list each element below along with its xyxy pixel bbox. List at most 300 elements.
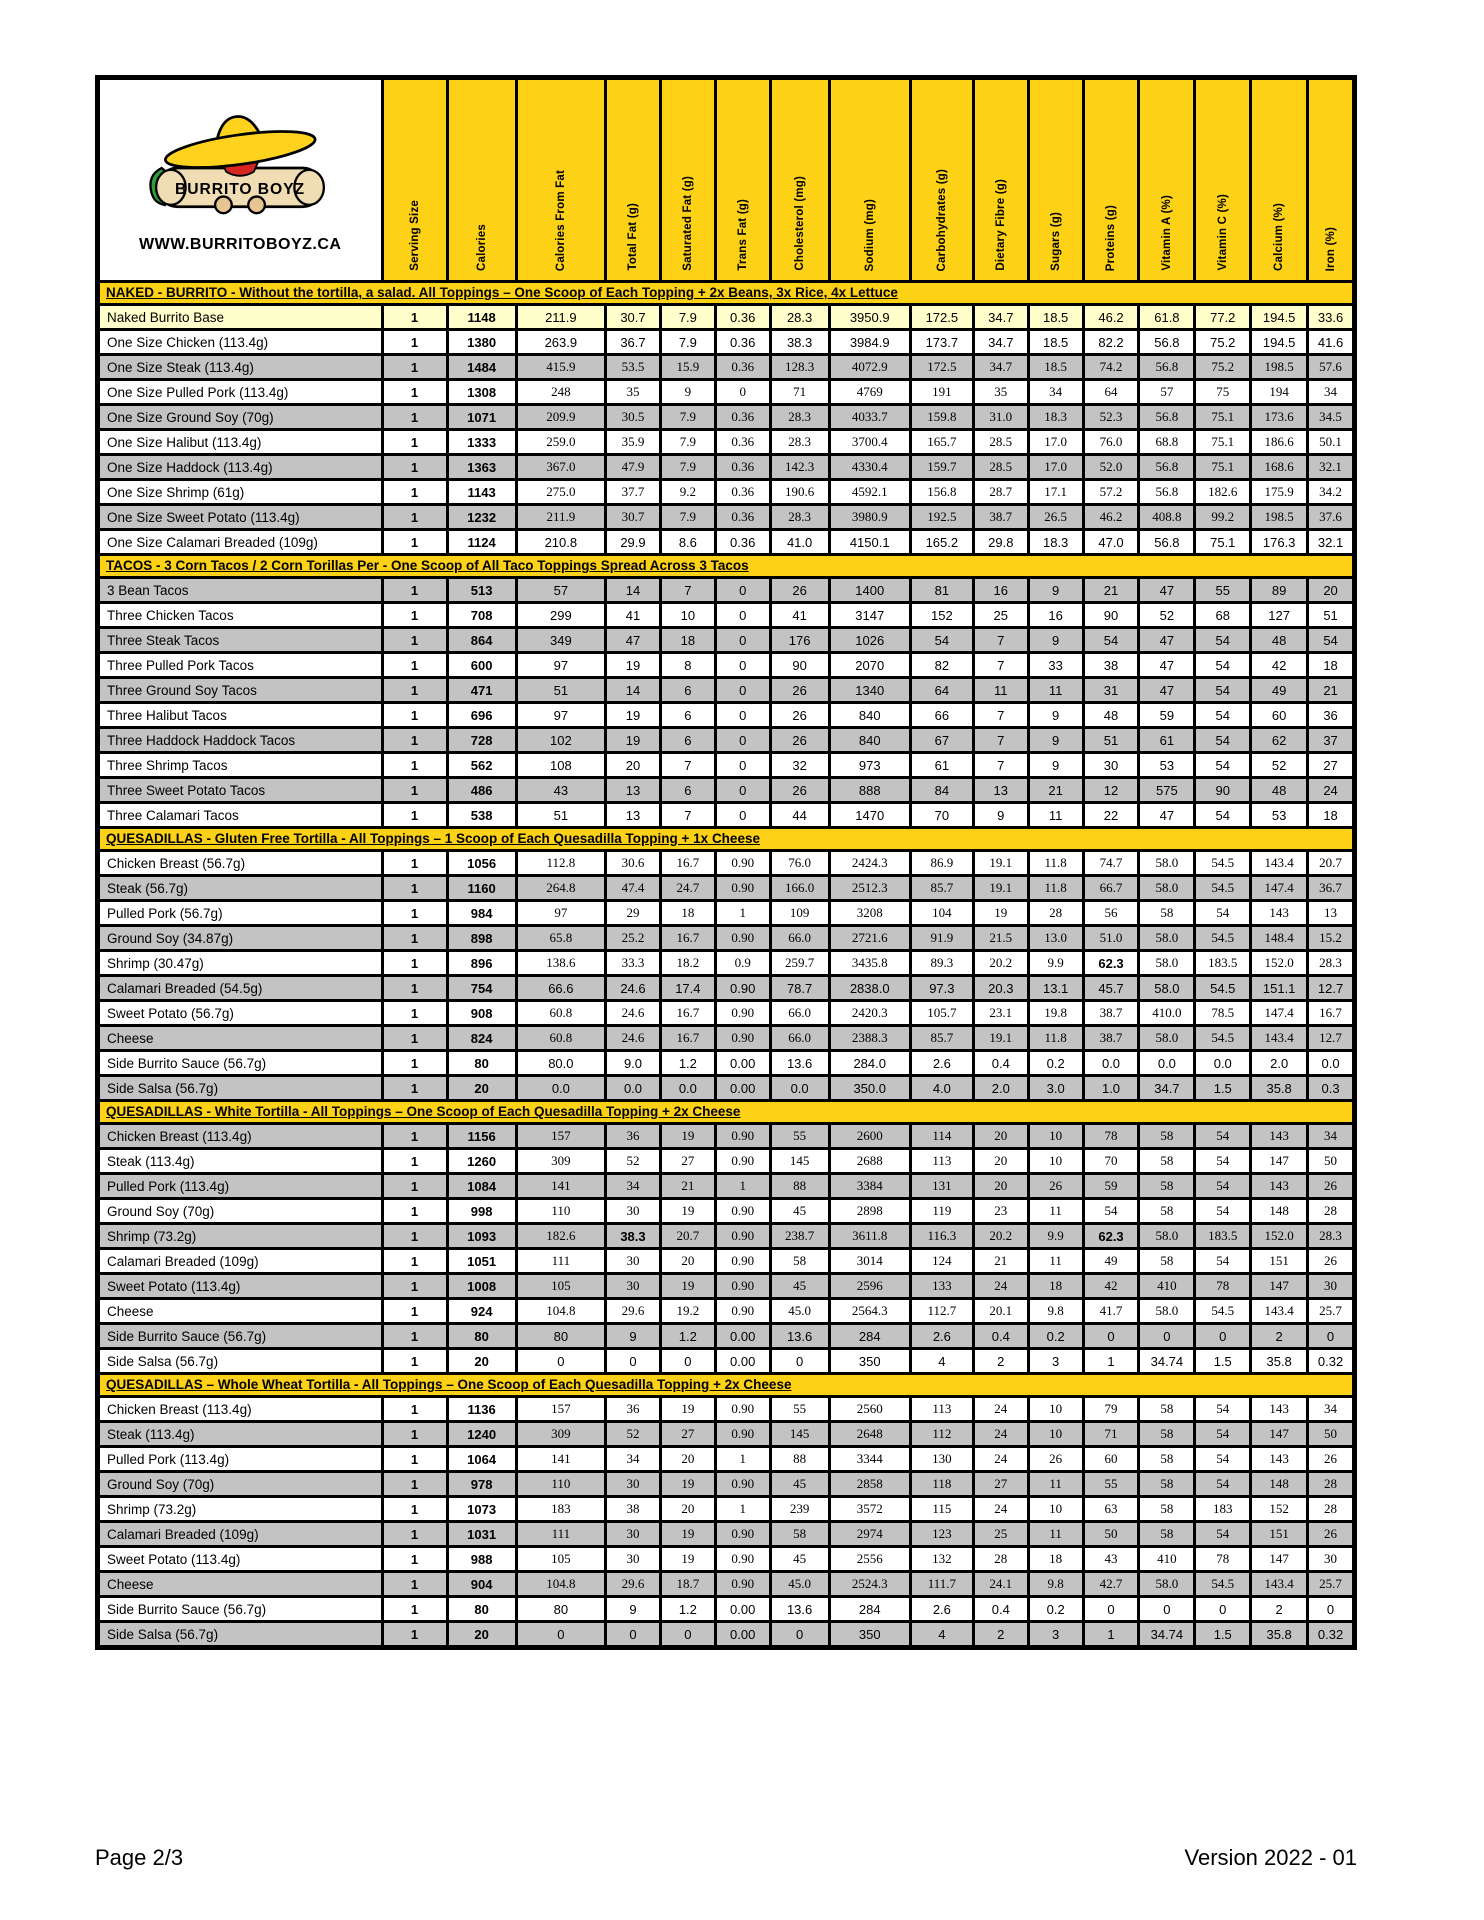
value-cell: 1093 (447, 1224, 516, 1249)
value-cell: 3208 (829, 901, 910, 926)
value-cell: 30 (606, 1199, 661, 1224)
item-name: Three Steak Tacos (98, 628, 383, 653)
section-header-row (98, 282, 1355, 305)
value-cell: 2560 (829, 1397, 910, 1422)
value-cell: 186.6 (1251, 430, 1308, 455)
value-cell: 34 (606, 1174, 661, 1199)
value-cell: 18.5 (1028, 305, 1083, 330)
value-cell: 42.7 (1083, 1572, 1139, 1597)
value-cell: 2420.3 (829, 1001, 910, 1026)
value-cell: 1 (382, 1076, 447, 1101)
table-row (98, 1224, 1355, 1249)
value-cell: 109 (770, 901, 829, 926)
value-cell: 21 (1308, 678, 1355, 703)
table-row (98, 1149, 1355, 1174)
table-row (98, 1124, 1355, 1149)
value-cell: 29 (606, 901, 661, 926)
value-cell: 1 (382, 455, 447, 480)
value-cell: 159.7 (910, 455, 973, 480)
value-cell: 408.8 (1139, 505, 1195, 530)
value-cell: 86.9 (910, 851, 973, 876)
value-cell: 2 (1251, 1324, 1308, 1349)
value-cell: 176.3 (1251, 530, 1308, 555)
value-cell: 0.9 (715, 951, 770, 976)
value-cell: 26 (770, 578, 829, 603)
value-cell: 28 (1308, 1497, 1355, 1522)
value-cell: 1 (382, 1547, 447, 1572)
value-cell: 1 (382, 951, 447, 976)
value-cell: 19 (660, 1522, 715, 1547)
value-cell: 0.90 (715, 1001, 770, 1026)
section-header-row (98, 1374, 1355, 1397)
table-row (98, 1497, 1355, 1522)
value-cell: 80 (447, 1051, 516, 1076)
value-cell: 263.9 (516, 330, 605, 355)
value-cell: 410.0 (1139, 1001, 1195, 1026)
column-header-cell (973, 78, 1028, 282)
value-cell: 54 (1195, 678, 1251, 703)
value-cell: 1 (382, 305, 447, 330)
value-cell: 50 (1308, 1422, 1355, 1447)
value-cell: 3344 (829, 1447, 910, 1472)
value-cell: 4330.4 (829, 455, 910, 480)
value-cell: 0.36 (715, 405, 770, 430)
value-cell: 18 (1028, 1547, 1083, 1572)
value-cell: 367.0 (516, 455, 605, 480)
value-cell: 58.0 (1139, 1299, 1195, 1324)
value-cell: 34.7 (973, 355, 1028, 380)
value-cell: 143.4 (1251, 1026, 1308, 1051)
value-cell: 51.0 (1083, 926, 1139, 951)
value-cell: 0.36 (715, 455, 770, 480)
value-cell: 60.8 (516, 1001, 605, 1026)
value-cell: 4072.9 (829, 355, 910, 380)
table-row (98, 1249, 1355, 1274)
value-cell: 415.9 (516, 355, 605, 380)
value-cell: 34.7 (973, 305, 1028, 330)
value-cell: 47 (1139, 678, 1195, 703)
value-cell: 18.3 (1028, 530, 1083, 555)
value-cell: 58 (1139, 1422, 1195, 1447)
value-cell: 147.4 (1251, 1001, 1308, 1026)
value-cell: 28.3 (770, 505, 829, 530)
value-cell: 211.9 (516, 305, 605, 330)
value-cell: 30.7 (606, 305, 661, 330)
value-cell: 172.5 (910, 305, 973, 330)
value-cell: 18 (1308, 803, 1355, 828)
value-cell: 18.7 (660, 1572, 715, 1597)
value-cell: 46.2 (1083, 505, 1139, 530)
value-cell: 20 (447, 1622, 516, 1648)
value-cell: 19.2 (660, 1299, 715, 1324)
column-header-cell (1251, 78, 1308, 282)
value-cell: 1 (382, 603, 447, 628)
value-cell: 97 (516, 901, 605, 926)
value-cell: 15.2 (1308, 926, 1355, 951)
value-cell: 1333 (447, 430, 516, 455)
value-cell: 78 (1083, 1124, 1139, 1149)
value-cell: 1 (382, 628, 447, 653)
value-cell: 19 (606, 703, 661, 728)
value-cell: 13.1 (1028, 976, 1083, 1001)
value-cell: 172.5 (910, 355, 973, 380)
value-cell: 20 (660, 1447, 715, 1472)
value-cell: 0.36 (715, 305, 770, 330)
value-cell: 54 (1195, 628, 1251, 653)
value-cell: 33.3 (606, 951, 661, 976)
value-cell: 2838.0 (829, 976, 910, 1001)
value-cell: 3014 (829, 1249, 910, 1274)
value-cell: 54.5 (1195, 1572, 1251, 1597)
item-name: Chicken Breast (56.7g) (98, 851, 383, 876)
value-cell: 147 (1251, 1149, 1308, 1174)
value-cell: 165.2 (910, 530, 973, 555)
value-cell: 0.00 (715, 1597, 770, 1622)
value-cell: 26 (1308, 1447, 1355, 1472)
item-name: Sweet Potato (56.7g) (98, 1001, 383, 1026)
value-cell: 115 (910, 1497, 973, 1522)
value-cell: 128.3 (770, 355, 829, 380)
value-cell: 1 (382, 578, 447, 603)
value-cell: 34 (1308, 1397, 1355, 1422)
table-row (98, 505, 1355, 530)
value-cell: 20 (973, 1149, 1028, 1174)
value-cell: 55 (770, 1397, 829, 1422)
value-cell: 309 (516, 1422, 605, 1447)
value-cell: 4 (910, 1349, 973, 1374)
value-cell: 54 (1195, 653, 1251, 678)
value-cell: 20.7 (660, 1224, 715, 1249)
value-cell: 0 (660, 1349, 715, 1374)
value-cell: 29.6 (606, 1299, 661, 1324)
value-cell: 152.0 (1251, 1224, 1308, 1249)
value-cell: 31.0 (973, 405, 1028, 430)
value-cell: 183 (516, 1497, 605, 1522)
value-cell: 105.7 (910, 1001, 973, 1026)
value-cell: 7 (973, 753, 1028, 778)
value-cell: 11 (1028, 678, 1083, 703)
table-row (98, 1547, 1355, 1572)
value-cell: 30 (606, 1274, 661, 1299)
value-cell: 24 (973, 1274, 1028, 1299)
column-header-cell (660, 78, 715, 282)
value-cell: 58 (1139, 1124, 1195, 1149)
value-cell: 30 (1308, 1274, 1355, 1299)
value-cell: 7.9 (660, 330, 715, 355)
column-header-label: Iron (%) (1324, 226, 1337, 271)
value-cell: 309 (516, 1149, 605, 1174)
value-cell: 264.8 (516, 876, 605, 901)
value-cell: 1 (382, 1497, 447, 1522)
value-cell: 2 (973, 1349, 1028, 1374)
value-cell: 66.0 (770, 926, 829, 951)
column-header-label: Vitamin A (%) (1160, 195, 1173, 271)
value-cell: 74.2 (1083, 355, 1139, 380)
value-cell: 28.5 (973, 430, 1028, 455)
value-cell: 143.4 (1251, 1572, 1308, 1597)
value-cell: 51 (516, 678, 605, 703)
value-cell: 59 (1083, 1174, 1139, 1199)
value-cell: 30 (1083, 753, 1139, 778)
value-cell: 75.1 (1195, 430, 1251, 455)
value-cell: 47 (1139, 578, 1195, 603)
value-cell: 11 (1028, 1249, 1083, 1274)
value-cell: 147 (1251, 1422, 1308, 1447)
value-cell: 1 (382, 480, 447, 505)
value-cell: 57.2 (1083, 480, 1139, 505)
value-cell: 58.0 (1139, 851, 1195, 876)
value-cell: 36 (606, 1124, 661, 1149)
value-cell: 58 (770, 1249, 829, 1274)
value-cell: 0 (715, 728, 770, 753)
table-row (98, 530, 1355, 555)
item-name: Pulled Pork (56.7g) (98, 901, 383, 926)
value-cell: 1056 (447, 851, 516, 876)
column-header-cell (606, 78, 661, 282)
value-cell: 28 (1308, 1472, 1355, 1497)
value-cell: 56.8 (1139, 355, 1195, 380)
value-cell: 19 (660, 1547, 715, 1572)
value-cell: 27 (660, 1422, 715, 1447)
item-name: Cheese (98, 1026, 383, 1051)
value-cell: 102 (516, 728, 605, 753)
value-cell: 60 (1083, 1447, 1139, 1472)
value-cell: 1073 (447, 1497, 516, 1522)
table-body (98, 282, 1355, 1648)
value-cell: 57 (516, 578, 605, 603)
column-header-label: Total Fat (g) (626, 203, 639, 271)
table-row (98, 1001, 1355, 1026)
column-header-cell (1028, 78, 1083, 282)
value-cell: 1 (382, 1622, 447, 1648)
value-cell: 908 (447, 1001, 516, 1026)
value-cell: 97 (516, 703, 605, 728)
value-cell: 51 (1083, 728, 1139, 753)
value-cell: 26 (1308, 1249, 1355, 1274)
table-row (98, 1324, 1355, 1349)
value-cell: 21 (973, 1249, 1028, 1274)
value-cell: 52 (606, 1422, 661, 1447)
value-cell: 26.5 (1028, 505, 1083, 530)
value-cell: 52 (1139, 603, 1195, 628)
item-name: One Size Ground Soy (70g) (98, 405, 383, 430)
value-cell: 7.9 (660, 430, 715, 455)
brand-cell (98, 78, 383, 282)
value-cell: 51 (516, 803, 605, 828)
value-cell: 190.6 (770, 480, 829, 505)
section-header-cell (98, 555, 1355, 578)
value-cell: 104.8 (516, 1572, 605, 1597)
value-cell: 2524.3 (829, 1572, 910, 1597)
value-cell: 54 (1195, 753, 1251, 778)
value-cell: 58 (770, 1522, 829, 1547)
value-cell: 1 (382, 976, 447, 1001)
value-cell: 30 (1308, 1547, 1355, 1572)
item-name: Ground Soy (70g) (98, 1472, 383, 1497)
value-cell: 410 (1139, 1274, 1195, 1299)
value-cell: 0.90 (715, 1472, 770, 1497)
value-cell: 43 (516, 778, 605, 803)
value-cell: 1340 (829, 678, 910, 703)
value-cell: 19 (606, 653, 661, 678)
section-title: QUESADILLAS - Gluten Free Tortilla - All Toppings – 1 Scoop of Each Quesadilla Topping + 1x Cheese (106, 831, 760, 846)
value-cell: 16.7 (660, 1026, 715, 1051)
item-name: One Size Chicken (113.4g) (98, 330, 383, 355)
value-cell: 118 (910, 1472, 973, 1497)
table-row (98, 1522, 1355, 1547)
column-header-label: Cholesterol (mg) (793, 176, 806, 271)
value-cell: 6 (660, 678, 715, 703)
value-cell: 1160 (447, 876, 516, 901)
table-row (98, 628, 1355, 653)
value-cell: 42 (1083, 1274, 1139, 1299)
item-name: One Size Calamari Breaded (109g) (98, 530, 383, 555)
value-cell: 0.90 (715, 1274, 770, 1299)
value-cell: 49 (1251, 678, 1308, 703)
value-cell: 0.36 (715, 330, 770, 355)
value-cell: 30.6 (606, 851, 661, 876)
value-cell: 71 (770, 380, 829, 405)
value-cell: 30.5 (606, 405, 661, 430)
item-name: Shrimp (73.2g) (98, 1224, 383, 1249)
value-cell: 64 (1083, 380, 1139, 405)
value-cell: 143 (1251, 901, 1308, 926)
value-cell: 9 (973, 803, 1028, 828)
item-name: One Size Pulled Pork (113.4g) (98, 380, 383, 405)
value-cell: 54 (1195, 1472, 1251, 1497)
value-cell: 116.3 (910, 1224, 973, 1249)
value-cell: 1484 (447, 355, 516, 380)
value-cell: 1008 (447, 1274, 516, 1299)
value-cell: 47 (1139, 653, 1195, 678)
value-cell: 17.1 (1028, 480, 1083, 505)
value-cell: 35.8 (1251, 1349, 1308, 1374)
value-cell: 75.2 (1195, 355, 1251, 380)
value-cell: 133 (910, 1274, 973, 1299)
value-cell: 211.9 (516, 505, 605, 530)
value-cell: 35 (606, 380, 661, 405)
value-cell: 1 (382, 851, 447, 876)
page-number: Page 2/3 (95, 1845, 184, 1870)
value-cell: 275.0 (516, 480, 605, 505)
column-header-label: Calories (475, 224, 488, 271)
value-cell: 1363 (447, 455, 516, 480)
value-cell: 2388.3 (829, 1026, 910, 1051)
value-cell: 9 (1028, 753, 1083, 778)
value-cell: 14 (606, 678, 661, 703)
value-cell: 1 (382, 1001, 447, 1026)
value-cell: 54 (1195, 803, 1251, 828)
value-cell: 0.90 (715, 1299, 770, 1324)
value-cell: 183.5 (1195, 951, 1251, 976)
value-cell: 75 (1195, 380, 1251, 405)
table-row (98, 678, 1355, 703)
value-cell: 74.7 (1083, 851, 1139, 876)
value-cell: 1 (382, 1397, 447, 1422)
item-name: Chicken Breast (113.4g) (98, 1124, 383, 1149)
value-cell: 924 (447, 1299, 516, 1324)
column-header-cell (770, 78, 829, 282)
table-row (98, 1447, 1355, 1472)
value-cell: 19 (660, 1472, 715, 1497)
value-cell: 173.6 (1251, 405, 1308, 430)
value-cell: 141 (516, 1447, 605, 1472)
value-cell: 0.0 (660, 1076, 715, 1101)
value-cell: 1 (715, 1497, 770, 1522)
value-cell: 538 (447, 803, 516, 828)
nutrition-table (95, 75, 1357, 1650)
value-cell: 1308 (447, 380, 516, 405)
value-cell: 54 (1195, 1174, 1251, 1199)
value-cell: 104 (910, 901, 973, 926)
value-cell: 52.3 (1083, 405, 1139, 430)
item-name: Side Salsa (56.7g) (98, 1349, 383, 1374)
value-cell: 82 (910, 653, 973, 678)
value-cell: 54.5 (1195, 976, 1251, 1001)
value-cell: 60 (1251, 703, 1308, 728)
value-cell: 90 (1195, 778, 1251, 803)
value-cell: 210.8 (516, 530, 605, 555)
value-cell: 1 (382, 1051, 447, 1076)
value-cell: 562 (447, 753, 516, 778)
value-cell: 10 (1028, 1497, 1083, 1522)
value-cell: 60.8 (516, 1026, 605, 1051)
value-cell: 62.3 (1083, 1224, 1139, 1249)
value-cell: 26 (770, 728, 829, 753)
value-cell: 105 (516, 1274, 605, 1299)
value-cell: 9 (606, 1597, 661, 1622)
item-name: Steak (113.4g) (98, 1422, 383, 1447)
value-cell: 80 (516, 1597, 605, 1622)
column-header-label: Calories From Fat (554, 169, 567, 271)
value-cell: 110 (516, 1199, 605, 1224)
value-cell: 143.4 (1251, 851, 1308, 876)
value-cell: 2.0 (1251, 1051, 1308, 1076)
value-cell: 25.7 (1308, 1299, 1355, 1324)
value-cell: 1 (382, 1149, 447, 1174)
value-cell: 80 (516, 1324, 605, 1349)
value-cell: 2600 (829, 1124, 910, 1149)
value-cell: 350 (829, 1622, 910, 1648)
value-cell: 3147 (829, 603, 910, 628)
item-name: Cheese (98, 1299, 383, 1324)
item-name: Pulled Pork (113.4g) (98, 1447, 383, 1472)
value-cell: 112.7 (910, 1299, 973, 1324)
table-row (98, 803, 1355, 828)
column-header-cell (910, 78, 973, 282)
value-cell: 78.7 (770, 976, 829, 1001)
value-cell: 58.0 (1139, 1026, 1195, 1051)
value-cell: 3700.4 (829, 430, 910, 455)
value-cell: 26 (1308, 1174, 1355, 1199)
value-cell: 56.8 (1139, 455, 1195, 480)
table-row (98, 1199, 1355, 1224)
item-name: Pulled Pork (113.4g) (98, 1174, 383, 1199)
column-header-cell (1195, 78, 1251, 282)
value-cell: 0 (715, 778, 770, 803)
value-cell: 30 (606, 1522, 661, 1547)
value-cell: 70 (1083, 1149, 1139, 1174)
item-name: One Size Shrimp (61g) (98, 480, 383, 505)
value-cell: 0.2 (1028, 1324, 1083, 1349)
value-cell: 58.0 (1139, 876, 1195, 901)
sombrero-icon (161, 107, 317, 175)
column-header-cell (382, 78, 447, 282)
table-row (98, 430, 1355, 455)
column-header-label: Trans Fat (g) (736, 199, 749, 271)
value-cell: 2.6 (910, 1597, 973, 1622)
value-cell: 35.8 (1251, 1622, 1308, 1648)
